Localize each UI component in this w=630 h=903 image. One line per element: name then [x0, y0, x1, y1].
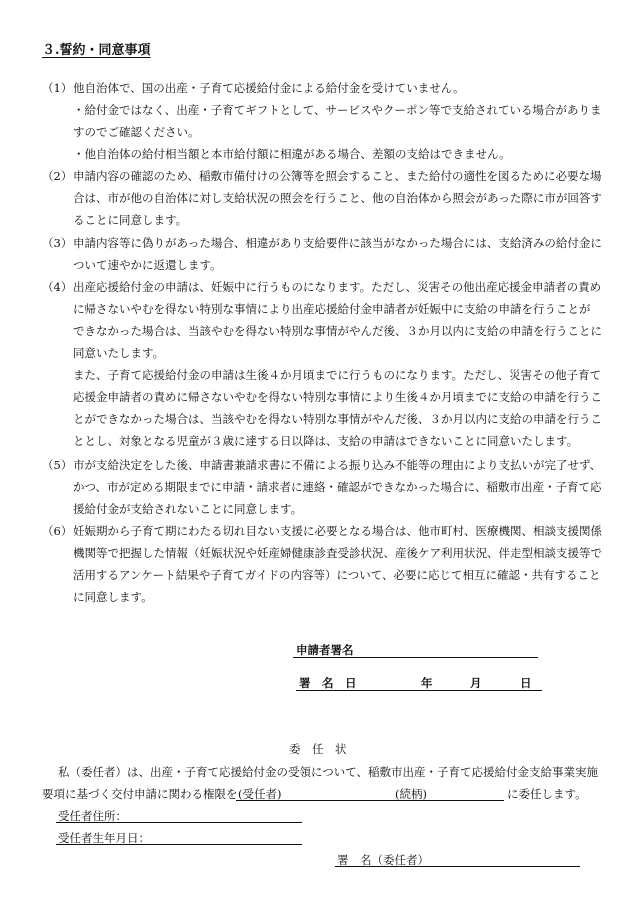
- applicant-signature-line[interactable]: [293, 657, 538, 658]
- applicant-signature-label: 申請者署名: [296, 643, 354, 657]
- section-title: ３.誓約・同意事項: [42, 43, 151, 58]
- item-4-line-8: ととし、対象となる児童が３歳に達する日以降は、支給の申請はできないことに同意いたします。: [73, 434, 579, 448]
- signature-date-month: 月: [470, 676, 482, 690]
- item-6-line-1: 妊娠期から子育て期にわたる切れ目ない支援に必要となる場合は、他市町村、医療機関、相談支援関係: [73, 524, 602, 538]
- delegation-line-1: 私（委任者）は、出産・子育て応援給付金の受領について、稲敷市出産・子育て応援給付金支給事業実施: [58, 765, 599, 779]
- item-4-line-6: 応援金申請者の責めに帰さないやむを得ない特別な事情により生後４か月頃までに支給の申請を行うこ: [73, 390, 602, 404]
- item-2-number: （2）: [42, 169, 73, 183]
- item-4-line-1: 出産応援給付金の申請は、妊娠中に行うものになります。ただし、災害その他出産応援金申請者の責め: [73, 280, 602, 294]
- item-3-number: （3）: [42, 236, 73, 250]
- item-5-line-1: 市が支給決定をした後、申請書兼請求書に不備による振り込み不能等の理由により支払いが完了せず、: [73, 458, 602, 472]
- item-6-number: （6）: [42, 524, 73, 538]
- item-5-number: （5）: [42, 458, 73, 472]
- delegator-signature-line[interactable]: [335, 866, 580, 867]
- item-5-line-2: かつ、市が定める期限までに申請・請求者に連絡・確認ができなかった場合に、稲敷市出産・子育て応: [73, 480, 602, 494]
- item-1-number: （1）: [42, 81, 73, 95]
- item-1-text: 他自治体で、国の出産・子育て応援給付金による給付金を受けていません。: [73, 81, 465, 95]
- delegation-line-2-suffix: に委任します。: [507, 787, 587, 801]
- item-4-line-2: に帰さないやむを得ない特別な事情により出産応援給付金申請者が妊娠中に支給の申請を行うことが: [73, 302, 591, 316]
- item-6-line-3: 活用するアンケート結果や子育てガイドの内容等）について、必要に応じて相互に確認・共有すること: [73, 568, 601, 582]
- item-2-line-1: 申請内容の確認のため、稲敷市備付けの公簿等を照会すること、また給付の適性を図るために必要な場: [73, 169, 602, 183]
- item-6-line-4: に同意します。: [73, 590, 153, 604]
- delegatee-address-label: 受任者住所：: [58, 809, 127, 823]
- delegatee-address-line[interactable]: [56, 822, 302, 823]
- item-4-line-3: できなかった場合は、当該やむを得ない特別な事情がやんだ後、３か月以内に支給の申請を行うことに: [73, 324, 602, 338]
- delegator-signature-label: 署 名（委任者）: [337, 853, 429, 867]
- item-1-bullet-2: ・他自治体の給付相当額と本市給付額に相違がある場合、差額の支給はできません。: [73, 147, 511, 161]
- relationship-label: (続柄): [395, 787, 427, 801]
- signature-date-day: 日: [520, 676, 532, 690]
- signature-date-line[interactable]: [296, 690, 542, 691]
- item-4-number: （4）: [42, 280, 73, 294]
- item-2-line-3: ることに同意します。: [73, 213, 188, 227]
- delegation-title: 委 任 状: [289, 742, 347, 756]
- delegation-line-2-prefix: 要項に基づく交付申請に関わる権限を: [42, 787, 238, 801]
- delegatee-label: (受任者): [238, 787, 282, 801]
- item-4-line-7: とができなかった場合は、当該やむを得ない特別な事情がやんだ後、３か月以内に支給の申請を行うこ: [73, 412, 602, 426]
- item-4-line-5: また、子育て応援給付金の申請は生後４か月頃までに行うものになります。ただし、災害その他子育て: [73, 368, 602, 382]
- delegatee-birth-line[interactable]: [56, 844, 302, 845]
- item-5-line-3: 援給付金が支給されないことに同意します。: [73, 502, 303, 516]
- item-1-bullet-1: ・給付金ではなく、出産・子育てギフトとして、サービスやクーポン等で支給されている場合がありま: [73, 103, 602, 117]
- item-4-line-4: 同意いたします。: [73, 346, 165, 360]
- item-1-bullet-1-cont: すのでご確認ください。: [73, 125, 200, 139]
- item-2-line-2: 合は、市が他の自治体に対し支給状況の照会を行うこと、他の自治体から照会があった際に市が回答す: [73, 191, 602, 205]
- delegatee-birth-label: 受任者生年月日：: [58, 831, 150, 845]
- signature-date-label: 署 名 日: [299, 676, 357, 690]
- signature-date-year: 年: [421, 676, 433, 690]
- item-3-line-2: ついて速やかに返還します。: [73, 258, 222, 272]
- item-3-line-1: 申請内容等に偽りがあった場合、相違があり支給要件に該当がなかった場合には、支給済みの給付金に: [73, 236, 602, 250]
- item-6-line-2: 機関等で把握した情報（妊娠状況や妊産婦健康診査受診状況、産後ケア利用状況、伴走型相談支援等で: [73, 546, 602, 560]
- delegatee-line[interactable]: [236, 800, 504, 801]
